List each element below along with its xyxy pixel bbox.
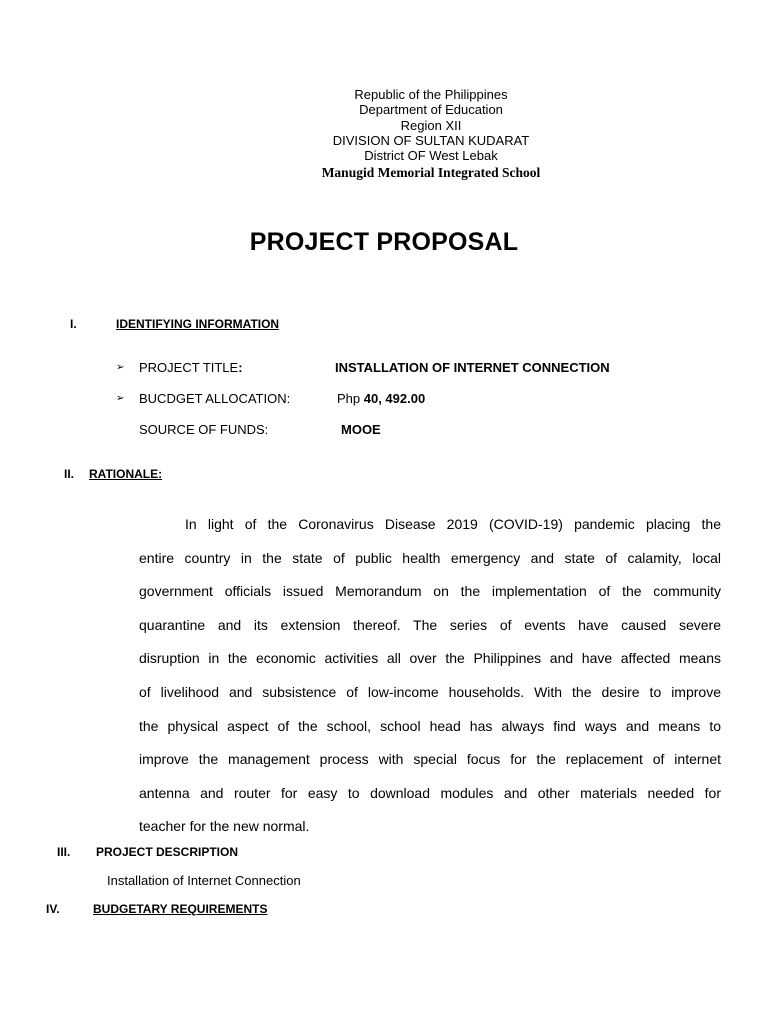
paragraph-line: of livelihood and subsistence of low-income households. With the desire to improve — [139, 683, 721, 700]
paragraph-line: disruption in the economic activities all over the Philippines and have affected means — [139, 650, 721, 667]
header-department: Department of Education — [359, 102, 503, 117]
funds-value: MOOE — [341, 422, 381, 437]
paragraph-line: teacher for the new normal. — [139, 818, 310, 835]
budget-label: BUCDGET ALLOCATION: — [139, 391, 291, 406]
section-3-number: III. — [57, 845, 71, 859]
paragraph-line: In light of the Coronavirus Disease 2019 (COVID-19) pandemic placing the — [185, 516, 721, 532]
project-description-text: Installation of Internet Connection — [107, 873, 301, 888]
bullet-arrow-icon: ➢ — [116, 362, 125, 373]
page-title: PROJECT PROPOSAL — [249, 228, 519, 256]
rationale-paragraph — [139, 508, 721, 844]
project-title-value: INSTALLATION OF INTERNET CONNECTION — [335, 360, 610, 375]
paragraph-line: entire country in the state of public health emergency and state of calamity, local — [139, 549, 721, 566]
paragraph-line: improve the management process with special focus for the replacement of internet — [139, 751, 721, 768]
header-republic: Republic of the Philippines — [354, 87, 508, 102]
header-district: District OF West Lebak — [364, 148, 498, 163]
header-division: DIVISION OF SULTAN KUDARAT — [332, 133, 530, 148]
section-3-heading: PROJECT DESCRIPTION — [96, 845, 239, 859]
section-2-number: II. — [64, 467, 75, 481]
paragraph-line: government officials issued Memorandum on the implementation of the community — [139, 583, 721, 600]
header-region: Region XII — [400, 118, 462, 133]
project-title-label: PROJECT TITLE: — [139, 360, 243, 375]
section-2-heading: RATIONALE: — [89, 467, 163, 481]
section-4-heading: BUDGETARY REQUIREMENTS — [93, 902, 268, 916]
paragraph-line: antenna and router for easy to download modules and other materials needed for — [139, 784, 721, 801]
header-school: Manugid Memorial Integrated School — [321, 165, 541, 180]
section-4-number: IV. — [46, 902, 60, 916]
section-1-heading: IDENTIFYING INFORMATION — [116, 317, 280, 331]
paragraph-line: the physical aspect of the school, school head has always find ways and means to — [139, 717, 721, 734]
section-1-number: I. — [70, 317, 77, 331]
paragraph-line: quarantine and its extension thereof. The series of events have caused severe — [139, 616, 721, 633]
funds-label: SOURCE OF FUNDS: — [139, 422, 269, 437]
bullet-arrow-icon: ➢ — [116, 393, 125, 404]
budget-value: Php 40, 492.00 — [337, 391, 426, 406]
